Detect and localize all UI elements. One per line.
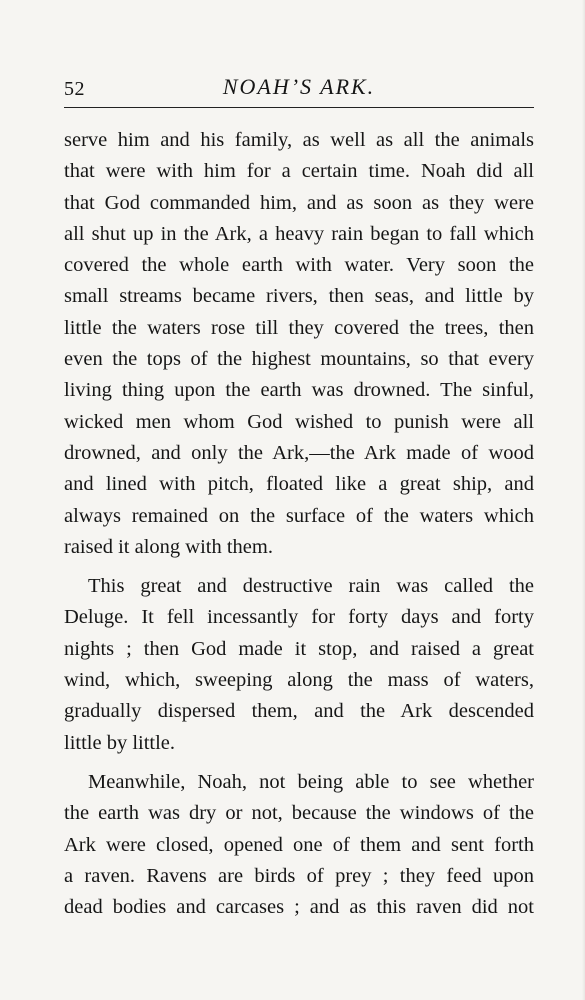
text-line: nights ; then God made it stop, and raised a great bbox=[64, 637, 534, 660]
text-line: all shut up in the Ark, a heavy rain began to fall which bbox=[64, 222, 534, 245]
paragraph-1 bbox=[64, 125, 534, 563]
text-line: a raven. Ravens are birds of prey ; they feed upon bbox=[64, 864, 534, 887]
paragraph-3 bbox=[64, 767, 534, 923]
text-line: even the tops of the highest mountains, so that every bbox=[64, 348, 534, 371]
text-line: serve him and his family, as well as all the animals bbox=[64, 129, 534, 151]
text-line: living thing upon the earth was drowned. The sinful, bbox=[64, 379, 534, 402]
text-line: raised it along with them. bbox=[64, 535, 273, 558]
text-line: Meanwhile, Noah, not being able to see whether bbox=[88, 770, 534, 793]
text-line: little the waters rose till they covered the trees, then bbox=[64, 316, 534, 339]
text-line: the earth was dry or not, because the windows of the bbox=[64, 802, 534, 825]
text-line: little by little. bbox=[64, 731, 176, 754]
header-rule bbox=[64, 107, 534, 108]
running-title: NOAH’S ARK. bbox=[222, 74, 376, 99]
page-number: 52 bbox=[64, 78, 85, 100]
text-line: that were with him for a certain time. Noah did all bbox=[64, 160, 534, 183]
text-line: that God commanded him, and as soon as they were bbox=[64, 191, 534, 214]
text-line: and lined with pitch, floated like a great ship, and bbox=[64, 473, 534, 496]
paragraph-2 bbox=[64, 571, 534, 759]
text-line: dead bodies and carcases ; and as this raven did not bbox=[64, 896, 534, 919]
text-line: gradually dispersed them, and the Ark descended bbox=[64, 700, 534, 723]
text-line: always remained on the surface of the waters which bbox=[64, 504, 534, 527]
text-line: drowned, and only the Ark,—the Ark made of wood bbox=[64, 441, 534, 464]
text-line: Ark were closed, opened one of them and sent forth bbox=[64, 833, 534, 856]
text-line: wind, which, sweeping along the mass of waters, bbox=[64, 669, 534, 692]
text-line: small streams became rivers, then seas, and little by bbox=[64, 285, 534, 308]
body-text bbox=[64, 125, 534, 923]
text-line: This great and destructive rain was called the bbox=[88, 575, 534, 598]
text-line: covered the whole earth with water. Very soon the bbox=[64, 254, 534, 277]
text-line: wicked men whom God wished to punish were all bbox=[64, 410, 534, 433]
text-line: Deluge. It fell incessantly for forty days and forty bbox=[64, 606, 534, 629]
page-header bbox=[64, 74, 534, 104]
